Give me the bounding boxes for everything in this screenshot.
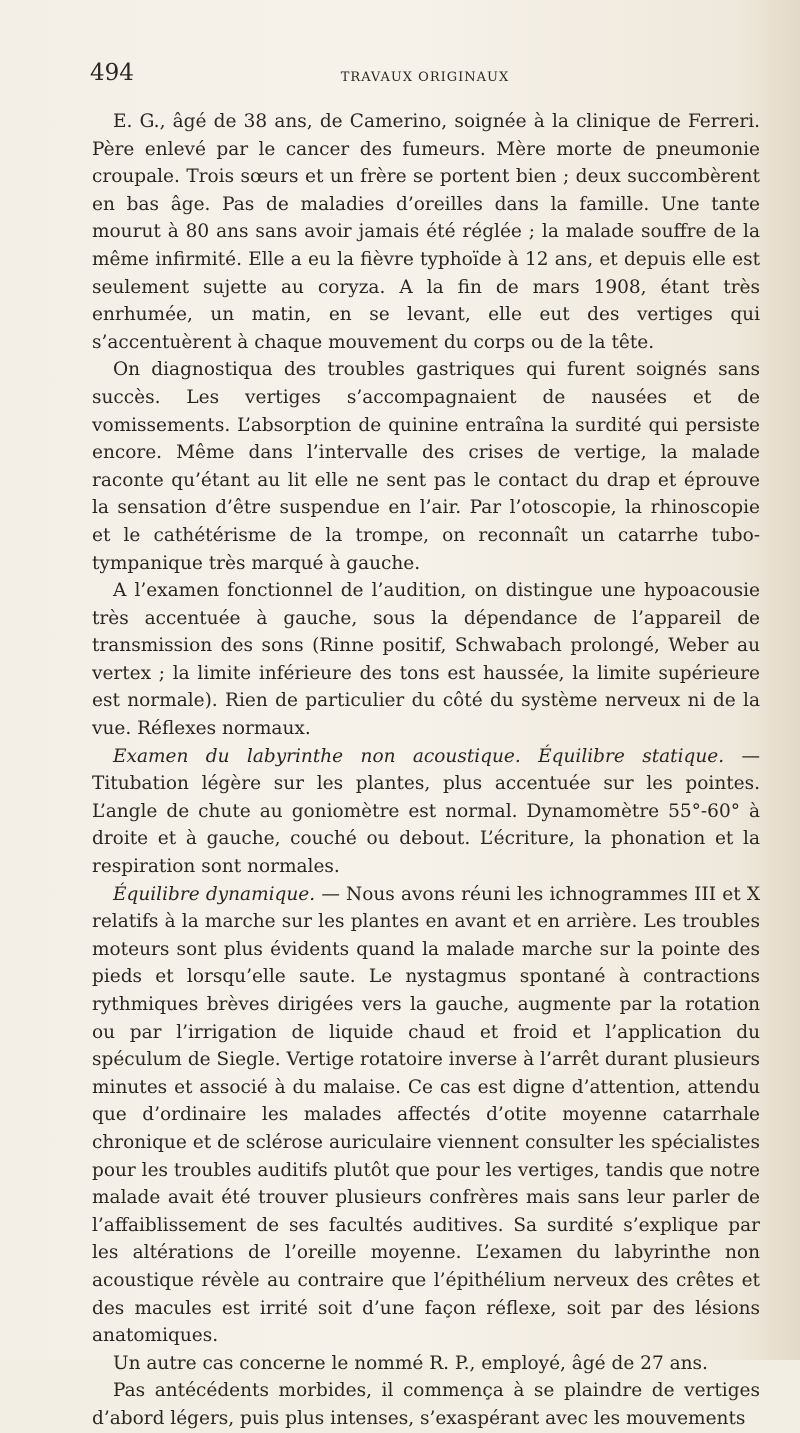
paragraph-dynamic-equilibrium: Équilibre dynamique. — Nous avons réuni les ichnogrammes III et X relatifs à la marche sur les plantes en avant et en arrière. Les troubles moteurs sont plus évidents quand la malade marche sur la pointe des pieds et lorsqu’elle saute. Le nystagmus spontané à contractions rythmiques brèves dirigées vers la gauche, augmente par la rotation ou par l’irrigation de liquide chaud et froid et l’application du spéculum de Siegle. Vertige rotatoire inverse à l’arrêt durant plusieurs minutes et associé à du malaise. Ce cas est digne d’attention, attendu que d’ordinaire les malades affectés d’otite moyenne catarrhale chronique et de sclérose auriculaire viennent consulter les spécialistes pour les troubles auditifs plutôt que pour les vertiges, tandis que notre malade avait été trouver plusieurs confrères mais sans leur parler de l’affaiblissement de ses facultés auditives. Sa surdité s’explique par les altérations de l’oreille moyenne. L’examen du labyrinthe non acoustique révèle au contraire que l’épithélium nerveux des crêtes et des macules est irrité soit d’une façon réflexe, soit par des lésions anatomiques. — [92, 883, 760, 1347]
paragraph-diagnosis: On diagnostiqua des troubles gastriques qui furent soignés sans succès. Les vertiges s’accompagnaient de nausées et de vomissements. L’absorption de quinine entraîna la surdité qui persiste encore. Même dans l’intervalle des crises de vertige, la malade raconte qu’étant au lit elle ne sent pas le contact du drap et éprouve la sensation d’être suspendue en l’air. Par l’otoscopie, la rhinoscopie et le cathétérisme de la trompe, on reconnaît un catarrhe tubo-tympanique très marqué à gauche. — [92, 359, 760, 574]
paragraph-case-history: E. G., âgé de 38 ans, de Camerino, soignée à la clinique de Ferreri. Père enlevé par le cancer des fumeurs. Mère morte de pneumonie croupale. Trois sœurs et un frère se portent bien ; deux succombèrent en bas âge. Pas de maladies d’oreilles dans la famille. Une tante mourut à 80 ans sans avoir jamais été réglée ; la malade souffre de la même infirmité. Elle a eu la fièvre typhoïde à 12 ans, et depuis elle est seulement sujette au coryza. A la fin de mars 1908, étant très enrhumée, un matin, en se levant, elle eut des vertiges qui s’accentuèrent à chaque mouvement du corps ou de la tête. — [92, 111, 760, 353]
page-number: 494 — [90, 60, 134, 86]
paragraph-hearing-exam: A l’examen fonctionnel de l’audition, on distingue une hypoacousie très accentuée à gauche, sous la dépendance de l’appareil de transmission des sons (Rinne positif, Schwabach prolongé, Weber au vertex ; la limite inférieure des tons est haussée, la limite supérieure est normale). Rien de particulier du côté du système nerveux ni de la vue. Réflexes normaux. — [92, 580, 760, 740]
paragraph-second-case: Un autre cas concerne le nommé R. P., employé, âgé de 27 ans. — [113, 1352, 708, 1374]
running-title: TRAVAUX ORIGINAUX — [340, 70, 510, 85]
section-heading-static: Examen du labyrinthe non acoustique. Équilibre statique. — [113, 745, 725, 767]
section-heading-dynamic: Équilibre dynamique. — [113, 883, 316, 905]
page-header — [90, 60, 760, 100]
body-text — [92, 108, 760, 1433]
paragraph-second-case-history: Pas antécédents morbides, il commença à se plaindre de vertiges d’abord légers, puis plus intenses, s’exaspérant avec les mouvements — [92, 1380, 760, 1429]
paragraph-static-equilibrium: Examen du labyrinthe non acoustique. Équilibre statique. — Titubation légère sur les plantes, plus accentuée sur les pointes. L’angle de chute au goniomètre est normal. Dynamomètre 55°-60° à droite et à gauche, couché ou debout. L’écriture, la phonation et la respiration sont normales. — [92, 745, 760, 878]
